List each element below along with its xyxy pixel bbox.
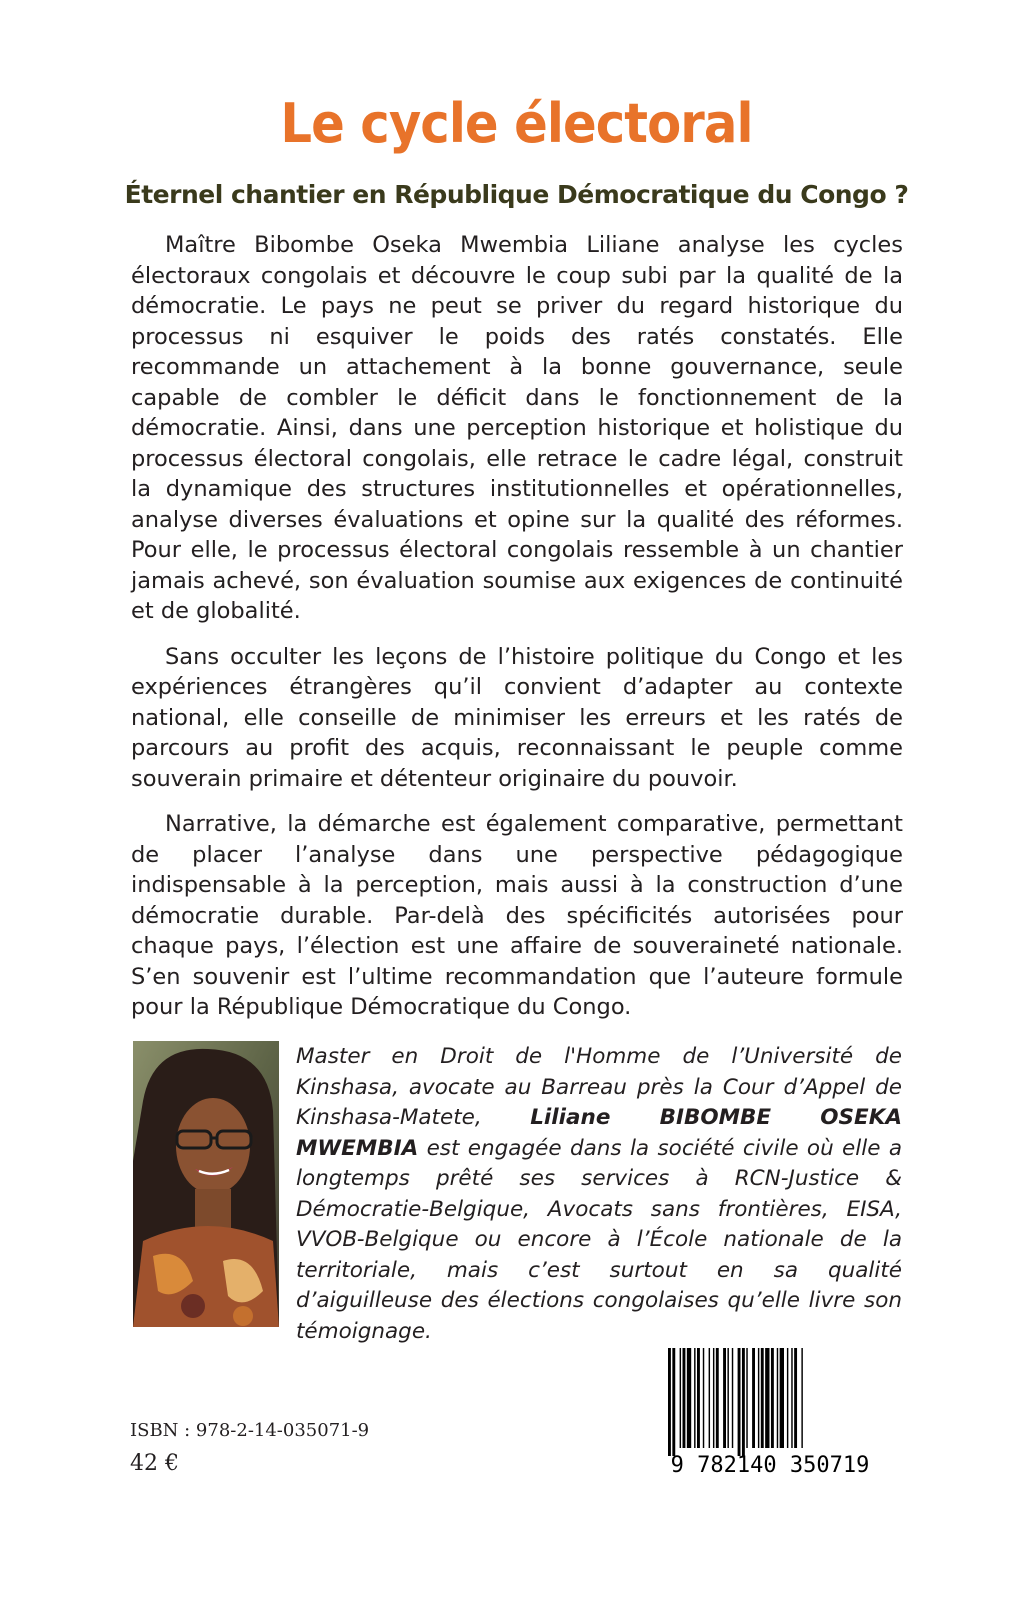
isbn-label: ISBN : 978-2-14-035071-9 xyxy=(130,1420,370,1441)
barcode xyxy=(654,1348,886,1478)
author-name: Liliane BIBOMBE OSEKA MWEMBIA xyxy=(296,1105,902,1161)
back-cover-summary xyxy=(131,230,903,1038)
barcode-bar xyxy=(668,1348,671,1456)
barcode-bar xyxy=(758,1348,759,1448)
barcode-bar xyxy=(713,1348,714,1448)
summary-paragraph-2: Sans occulter les leçons de l’histoire politique du Congo et les expériences étrangères qu’il convient d’adapter au contexte national, elle conseille de minimiser les erreurs et les ratés de parcours au profit des acquis, reconnaissant le peuple comme souverain primaire et détenteur originaire du pouvoir. xyxy=(131,643,903,792)
barcode-bar xyxy=(801,1348,802,1448)
barcode-bar xyxy=(697,1348,700,1448)
barcode-bar xyxy=(732,1348,733,1448)
barcode-bar xyxy=(738,1348,741,1456)
barcode-bar xyxy=(672,1348,675,1456)
barcode-bar xyxy=(723,1348,726,1448)
barcode-bar xyxy=(794,1348,797,1448)
barcode-bar xyxy=(680,1348,681,1448)
barcode-bar xyxy=(787,1348,788,1448)
barcode-bar xyxy=(694,1348,695,1448)
barcode-bar xyxy=(716,1348,719,1448)
barcode-bar xyxy=(742,1348,745,1456)
price-label: 42 € xyxy=(130,1451,179,1476)
barcode-bar xyxy=(791,1348,792,1448)
bio-text-end: est engagée dans la société civile où elle a longtemps prêté ses services à RCN-Justice & Démocratie-Belgique, Avocats sans frontières, EISA, VVOB-Belgique ou encore à l’École nationale de la territoriale, mais c’est surtout en sa qualité d’aiguilleuse des élections congolaises qu’elle livre son témoignage. xyxy=(296,1135,902,1344)
barcode-bar xyxy=(752,1348,755,1448)
bio-text-start: Master en Droit de l'Homme de l’Université de Kinshasa, avocate au Barreau près la Cour d’Appel de Kinshasa-Matete, xyxy=(296,1044,902,1130)
summary-paragraph-1: Maître Bibombe Oseka Mwembia Liliane analyse les cycles électoraux congolais et découvre le coup subi par la qualité de la démocratie. Le pays ne peut se priver du regard historique du processus ni esquiver le poids des ratés constatés. Elle recommande un attachement à la bonne gouvernance, seule capable de combler le déficit dans le fonctionnement de la démocratie. Ainsi, dans une perception historique et holistique du processus électoral congolais, elle retrace le cadre légal, construit la dynamique des structures institutionnelles et opérationnelles, analyse diverses évaluations et opine sur la qualité des réformes. Pour elle, le processus électoral congolais ressemble à un chantier jamais achevé, son évaluation soumise aux exigences de continuité et de globalité. xyxy=(131,232,903,624)
barcode-bar xyxy=(771,1348,774,1448)
barcode-bar xyxy=(709,1348,710,1448)
barcode-bar xyxy=(683,1348,686,1448)
barcode-bar xyxy=(780,1348,784,1448)
barcode-bar xyxy=(703,1348,704,1448)
barcode-bar xyxy=(687,1348,691,1448)
author-photo xyxy=(133,1041,279,1327)
barcode-bar xyxy=(761,1348,764,1448)
barcode-number: 9 782140 350719 xyxy=(670,1453,870,1478)
barcode-bar xyxy=(765,1348,769,1448)
summary-paragraph-3: Narrative, la démarche est également comparative, permettant de placer l’analyse dans une perspective pédagogique indispensable à la perception, mais aussi à la construction d’une démocratie durable. Par-delà des spécificités autorisées pour chaque pays, l’élection est une affaire de souveraineté nationale. S’en souvenir est l’ultime recommandation que l’auteure formule pour la République Démocratique du Congo. xyxy=(131,811,903,1020)
barcode-bar xyxy=(746,1348,747,1448)
author-biography xyxy=(296,1042,902,1347)
barcode-bar xyxy=(777,1348,778,1448)
barcode-bar xyxy=(727,1348,728,1448)
book-subtitle: Éternel chantier en République Démocratique du Congo ? xyxy=(124,180,909,209)
book-title: Le cycle électoral xyxy=(280,92,753,155)
